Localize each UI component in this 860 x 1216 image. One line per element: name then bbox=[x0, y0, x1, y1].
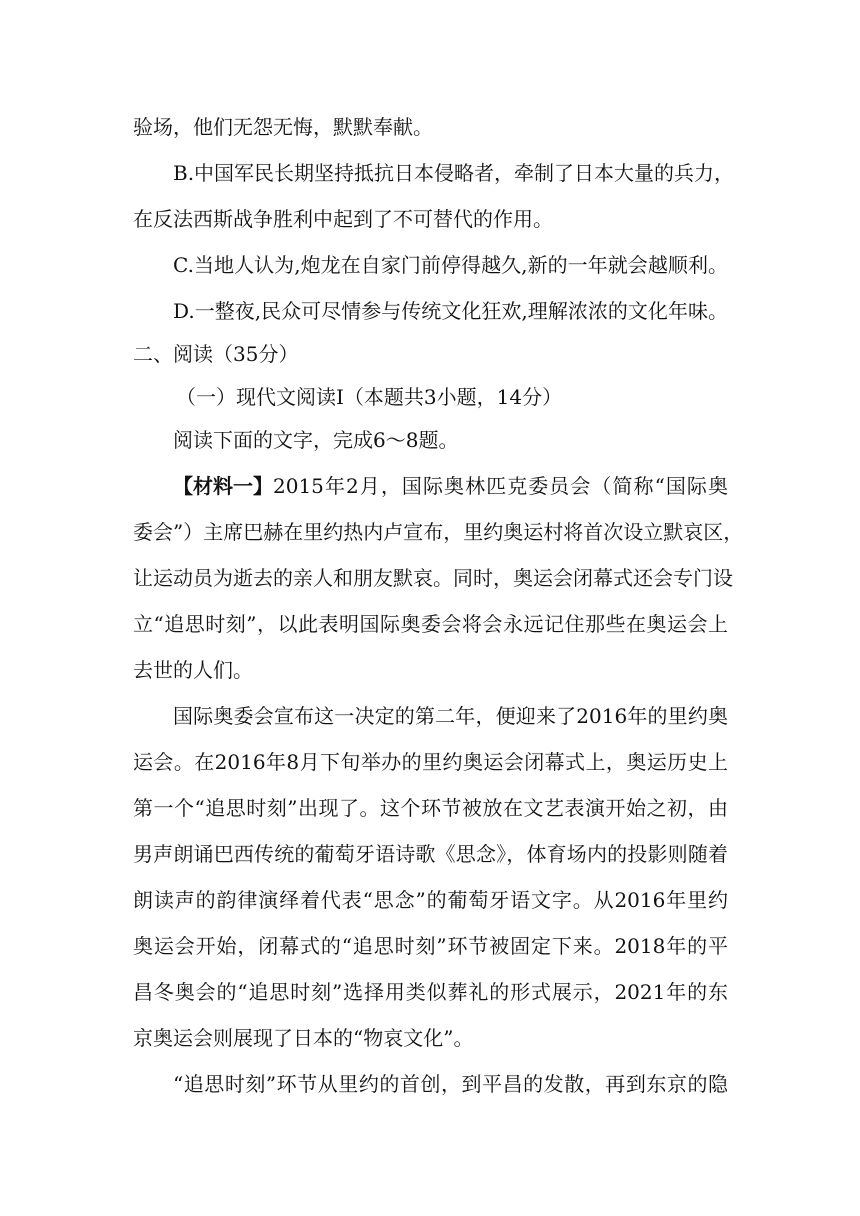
subsection-heading: （一）现代文阅读Ⅰ（本题共3小题，14分） bbox=[176, 385, 563, 409]
paragraph-line: 男声朗诵巴西传统的葡萄牙语诗歌《思念》，体育场内的投影则随着 bbox=[133, 842, 728, 866]
paragraph-line: 京奥运会则展现了日本的“物哀文化”。 bbox=[133, 1026, 474, 1050]
paragraph-line: 朗读声的韵律演绎着代表“思念”的葡萄牙语文字。从2016年里约 bbox=[133, 888, 728, 912]
material-one-first-line bbox=[173, 471, 728, 501]
paragraph-line: 让运动员为逝去的亲人和朋友默哀。同时，奥运会闭幕式还会专门设 bbox=[133, 566, 733, 590]
paragraph-line: 奥运会开始，闭幕式的“追思时刻”环节被固定下来。2018年的平 bbox=[133, 934, 728, 958]
paragraph-line: 在反法西斯战争胜利中起到了不可替代的作用。 bbox=[133, 207, 553, 231]
option-d-line: D.一整夜,民众可尽情参与传统文化狂欢,理解浓浓的文化年味。 bbox=[173, 299, 728, 323]
option-b-line: B.中国军民长期坚持抵抗日本侵略者，牵制了日本大量的兵力， bbox=[173, 161, 735, 185]
paragraph-line: 第一个“追思时刻”出现了。这个环节被放在文艺表演开始之初，由 bbox=[133, 796, 728, 820]
paragraph-line: 2015年2月，国际奥林匹克委员会（简称“国际奥 bbox=[273, 474, 728, 498]
paragraph-line: 委会”）主席巴赫在里约热内卢宣布，里约奥运村将首次设立默哀区， bbox=[133, 520, 744, 544]
paragraph-line: 验场，他们无怨无悔，默默奉献。 bbox=[133, 115, 433, 139]
paragraph-line: “追思时刻”环节从里约的首创，到平昌的发散，再到东京的隐 bbox=[173, 1072, 728, 1096]
paragraph-line: 去世的人们。 bbox=[133, 658, 253, 682]
paragraph-line: 国际奥委会宣布这一决定的第二年，便迎来了2016年的里约奥 bbox=[173, 704, 728, 728]
material-one-label: 【材料一】 bbox=[173, 474, 273, 498]
paragraph-line: 立“追思时刻”，以此表明国际奥委会将会永远记住那些在奥运会上 bbox=[133, 612, 728, 636]
paragraph-line: 运会。在2016年8月下旬举办的里约奥运会闭幕式上，奥运历史上 bbox=[133, 750, 728, 774]
paragraph-line: 昌冬奥会的“追思时刻”选择用类似葬礼的形式展示，2021年的东 bbox=[133, 980, 728, 1004]
section-heading: 二、阅读（35分） bbox=[133, 342, 299, 366]
instruction-line: 阅读下面的文字，完成6～8题。 bbox=[173, 428, 459, 452]
option-c-line: C.当地人认为,炮龙在自家门前停得越久,新的一年就会越顺利。 bbox=[173, 253, 728, 277]
